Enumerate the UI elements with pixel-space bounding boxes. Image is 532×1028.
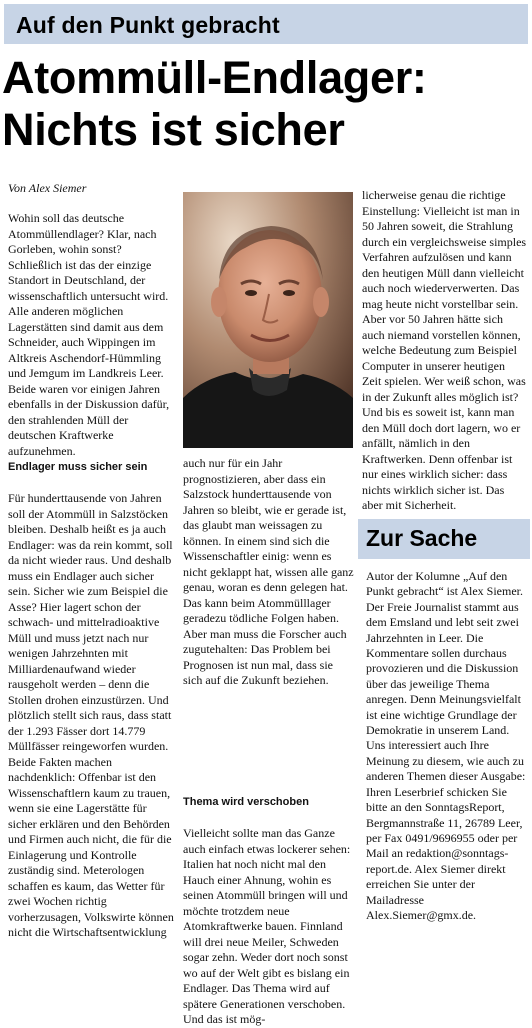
column-rubric-label: Auf den Punkt gebracht <box>16 12 280 38</box>
article-column-2 <box>183 456 354 1026</box>
article-paragraph-postponed: Vielleicht sollte man das Ganze auch einfach etwas lockerer sehen: Italien hat noch nicht mal den Hauch einer Ahnung, wohin es seinen Atommüll bringen will und möchte trotzdem neue Atomkraftwerke bauen. Finnland will drei neue Meiler, Schweden sogar zehn. Weder dort noch sonst wo auf der Welt gibt es bislang ein Endlager. Das Thema wird auf spätere Generationen verschoben. Und das ist mög- <box>183 826 351 1026</box>
zur-sache-header <box>358 519 530 559</box>
headline-line-1: Atommüll-Endlager: <box>2 52 427 103</box>
article-paragraph-intro: Wohin soll das deutsche Atommüllendlager? Klar, nach Gorleben, wohin sonst? Schließlich ist das der einzige Standort in Deutschland, der wissenschaftlich untersucht wird. Alle anderen möglichen Lagerstätten sind damit aus dem Schneider, auch Wippingen im Altkreis Aschendorf-Hümmling und Jemgum im Landkreis Leer. Beide waren vor einigen Jahren ebenfalls in der Diskussion dafür, den strahlenden Müll der deutschen Kraftwerke aufzunehmen. <box>8 211 170 458</box>
article-paragraph-conclusion: licherweise genau die richtige Einstellung: Vielleicht ist man in 50 Jahren soweit, die Strahlung durch ein vergleichsweise simples Verfahren aufzulösen und kann den heutigen Müll dann vielleicht auch noch wiederverwerten. Das mag heute nicht vorstellbar sein. Aber vor 50 Jahren hätte sich auch niemand vorstellen können, welche Bedeutung zum Beispiel Computer in unserer heutigen Zeit spielen. Wer weiß schon, was in der Zukunft alles möglich ist? Und bis es soweit ist, kann man den Müll doch dort lagern, wo er anfällt, nämlich in den Kraftwerken. Denn offenbar ist nur eines wirklich sicher: dass nichts wirklich sicher ist. Das aber mit Sicherheit. <box>362 188 527 512</box>
article-headline <box>2 52 532 156</box>
column-rubric-bar <box>4 4 528 44</box>
zur-sache-title: Zur Sache <box>366 525 478 551</box>
zur-sache-box-text <box>366 569 526 923</box>
author-portrait-photo <box>183 192 353 448</box>
article-subheading-2: Thema wird verschoben <box>183 796 309 808</box>
article-paragraph-endlager: Für hunderttausende von Jahren soll der Atommüll in Salzstöcken bleiben. Deshalb heißt es ja auch Endlager: was da rein kommt, soll da nicht wieder raus. Und deshalb muss ein Endlager auch sicher sein. Sicher wie zum Beispiel die Asse? Hier lagert schon der schwach- und mittelradioaktive Müll und muss jetzt nach nur wenigen Jahrzehnten mit Milliardenaufwand wieder rausgeholt werden – denn die Stollen drohen einzustürzen. Und plötzlich stellt sich raus, dass statt der 1.293 Fässer dort 14.779 Müllfässer reingeworfen wurden. Beide Fakten machen nachdenklich: Offenbar ist den Wissenschaftlern kaum zu trauen, wenn sie eine Lagerstätte für sicher erklären und den Behörden und Firmen auch nicht, die für die Einlagerung und Kontrolle zuständig sind. Meterologen schaffen es kaum, das Wetter für zwei Wochen richtig vorherzusagen, Volkswirte können nicht die Wirtschaftsentwicklung <box>8 491 174 939</box>
article-column-1 <box>8 211 176 939</box>
zur-sache-paragraph: Autor der Kolumne „Auf den Punkt gebracht“ ist Alex Siemer. Der Freie Journalist stammt aus dem Emsland und lebt seit zwei Jahrzehnten in Leer. Die Kommentare sollen durchaus provozieren und die Diskussion über das jeweilige Thema anregen. Denn Meinungsvielfalt ist eine wichtige Grundlage der Demokratie in unserem Land. Uns interessiert auch Ihre Meinung zu diesem, wie auch zu anderen Themen dieser Ausgabe: Ihren Leserbrief schicken Sie bitte an den SonntagsReport, Bergmannstraße 11, 26789 Leer, per Fax 0491/9696955 oder per Mail an redaktion@sonntags-report.de. Alex Siemer direkt erreichen Sie unter der Mailadresse Alex.Siemer@gmx.de. <box>366 569 526 922</box>
headline-line-2: Nichts ist sicher <box>2 104 345 155</box>
article-subheading-1: Endlager muss sicher sein <box>8 461 148 473</box>
article-paragraph-prognosis: auch nur für ein Jahr prognostizieren, aber dass ein Salzstock hunderttausende von Jahren so bleibt, wie er gerade ist, das glaubt man weissagen zu können. In einem sind sich die Wissenschaftler einig: wenn es nicht geklappt hat, wissen alle ganz genau, woran es denn gelegen hat. Das kann beim Atommülllager geradezu tödliche Folgen haben. Aber man muss die Forscher auch zugutehalten: Das Problem bei Prognosen ist nun mal, dass sie sich auf die Zukunft beziehen. <box>183 456 354 687</box>
article-column-3 <box>362 188 527 514</box>
author-byline: Von Alex Siemer <box>8 181 87 195</box>
